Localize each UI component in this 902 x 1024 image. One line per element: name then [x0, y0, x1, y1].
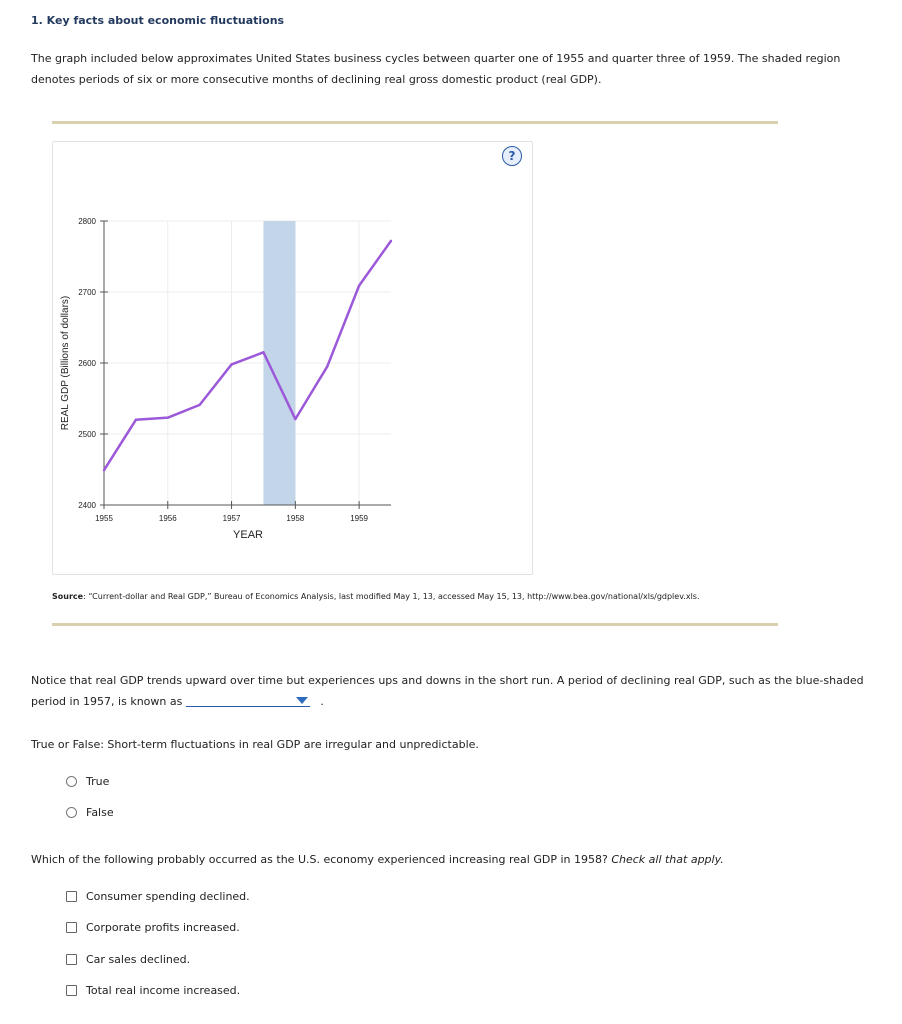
radio-button-true[interactable] [66, 776, 77, 787]
radio-label-true: True [86, 775, 110, 788]
radio-label-false: False [86, 806, 114, 819]
x-axis-label: YEAR [233, 529, 263, 541]
checkbox-corporate-profits[interactable] [66, 922, 77, 933]
checkbox-option-corporate-profits[interactable] [66, 921, 240, 934]
y-tick-label: 2500 [78, 430, 96, 439]
gdp-data-point [326, 365, 328, 367]
gdp-data-point [230, 363, 232, 365]
true-false-prompt: True or False: Short-term fluctuations in real GDP are irregular and unpredictable. [31, 738, 479, 751]
gdp-data-point [390, 240, 392, 242]
radio-option-false[interactable] [66, 806, 114, 819]
checkbox-label: Consumer spending declined. [86, 890, 250, 903]
notice-period: . [320, 695, 324, 708]
gdp-data-point [103, 469, 105, 471]
y-axis-label: REAL GDP (Billions of dollars) [60, 295, 71, 431]
x-tick-label: 1957 [222, 514, 241, 523]
source-note [52, 592, 812, 601]
source-label: Source [52, 592, 84, 601]
x-tick-label: 1955 [95, 514, 113, 523]
check-prompt-text: Which of the following probably occurred as the U.S. economy experienced increasing real GDP in 1958? [31, 853, 608, 866]
term-dropdown[interactable] [186, 694, 310, 707]
gdp-data-point [358, 284, 360, 286]
checkbox-label: Corporate profits increased. [86, 921, 240, 934]
checkbox-label: Car sales declined. [86, 953, 191, 966]
checkbox-option-car-sales[interactable] [66, 953, 190, 966]
notice-text: Notice that real GDP trends upward over time but experiences ups and downs in the short run. A period of declining real GDP, such as the blue-shaded period in 1957, is known as [31, 674, 864, 708]
x-tick-label: 1959 [350, 514, 369, 523]
gdp-data-point [198, 404, 200, 406]
x-tick-label: 1956 [158, 514, 177, 523]
checkbox-total-income[interactable] [66, 985, 77, 996]
source-text: : “Current-dollar and Real GDP,” Bureau of Economics Analysis, last modified May 1, 13, accessed May 15, 13, http://www.bea.gov/national/xls/gdplev.xls. [83, 592, 700, 601]
checkbox-consumer-spending[interactable] [66, 891, 77, 902]
y-tick-label: 2800 [78, 217, 96, 226]
checkbox-option-consumer-spending[interactable] [66, 890, 250, 903]
gdp-data-point [294, 418, 296, 420]
chart-grid [104, 221, 391, 505]
question-intro: The graph included below approximates United States business cycles between quarter one of 1955 and quarter three of 1959. The shaded region denotes periods of six or more consecutive months of declining real gross domestic product (real GDP). [31, 52, 841, 86]
bottom-divider [52, 623, 778, 626]
chart-marks [103, 240, 392, 472]
checkbox-car-sales[interactable] [66, 954, 77, 965]
gdp-data-point [135, 419, 137, 421]
checkbox-option-total-income[interactable] [66, 984, 240, 997]
check-question-prompt [31, 849, 871, 870]
question-title: 1. Key facts about economic fluctuations [31, 14, 285, 27]
gdp-series-line [104, 241, 391, 470]
gdp-data-point [167, 416, 169, 418]
radio-option-true[interactable] [66, 775, 109, 788]
notice-paragraph [31, 670, 871, 712]
radio-button-false[interactable] [66, 807, 77, 818]
dropdown-caret-icon [296, 697, 308, 704]
help-icon[interactable]: ? [502, 146, 522, 166]
checkbox-label: Total real income increased. [86, 984, 241, 997]
y-tick-label: 2700 [78, 288, 96, 297]
check-instruction: Check all that apply. [611, 853, 724, 866]
x-tick-label: 1958 [286, 514, 305, 523]
y-tick-label: 2600 [78, 359, 96, 368]
chart-axes [78, 217, 391, 523]
gdp-data-point [262, 351, 264, 353]
y-tick-label: 2400 [78, 501, 96, 510]
